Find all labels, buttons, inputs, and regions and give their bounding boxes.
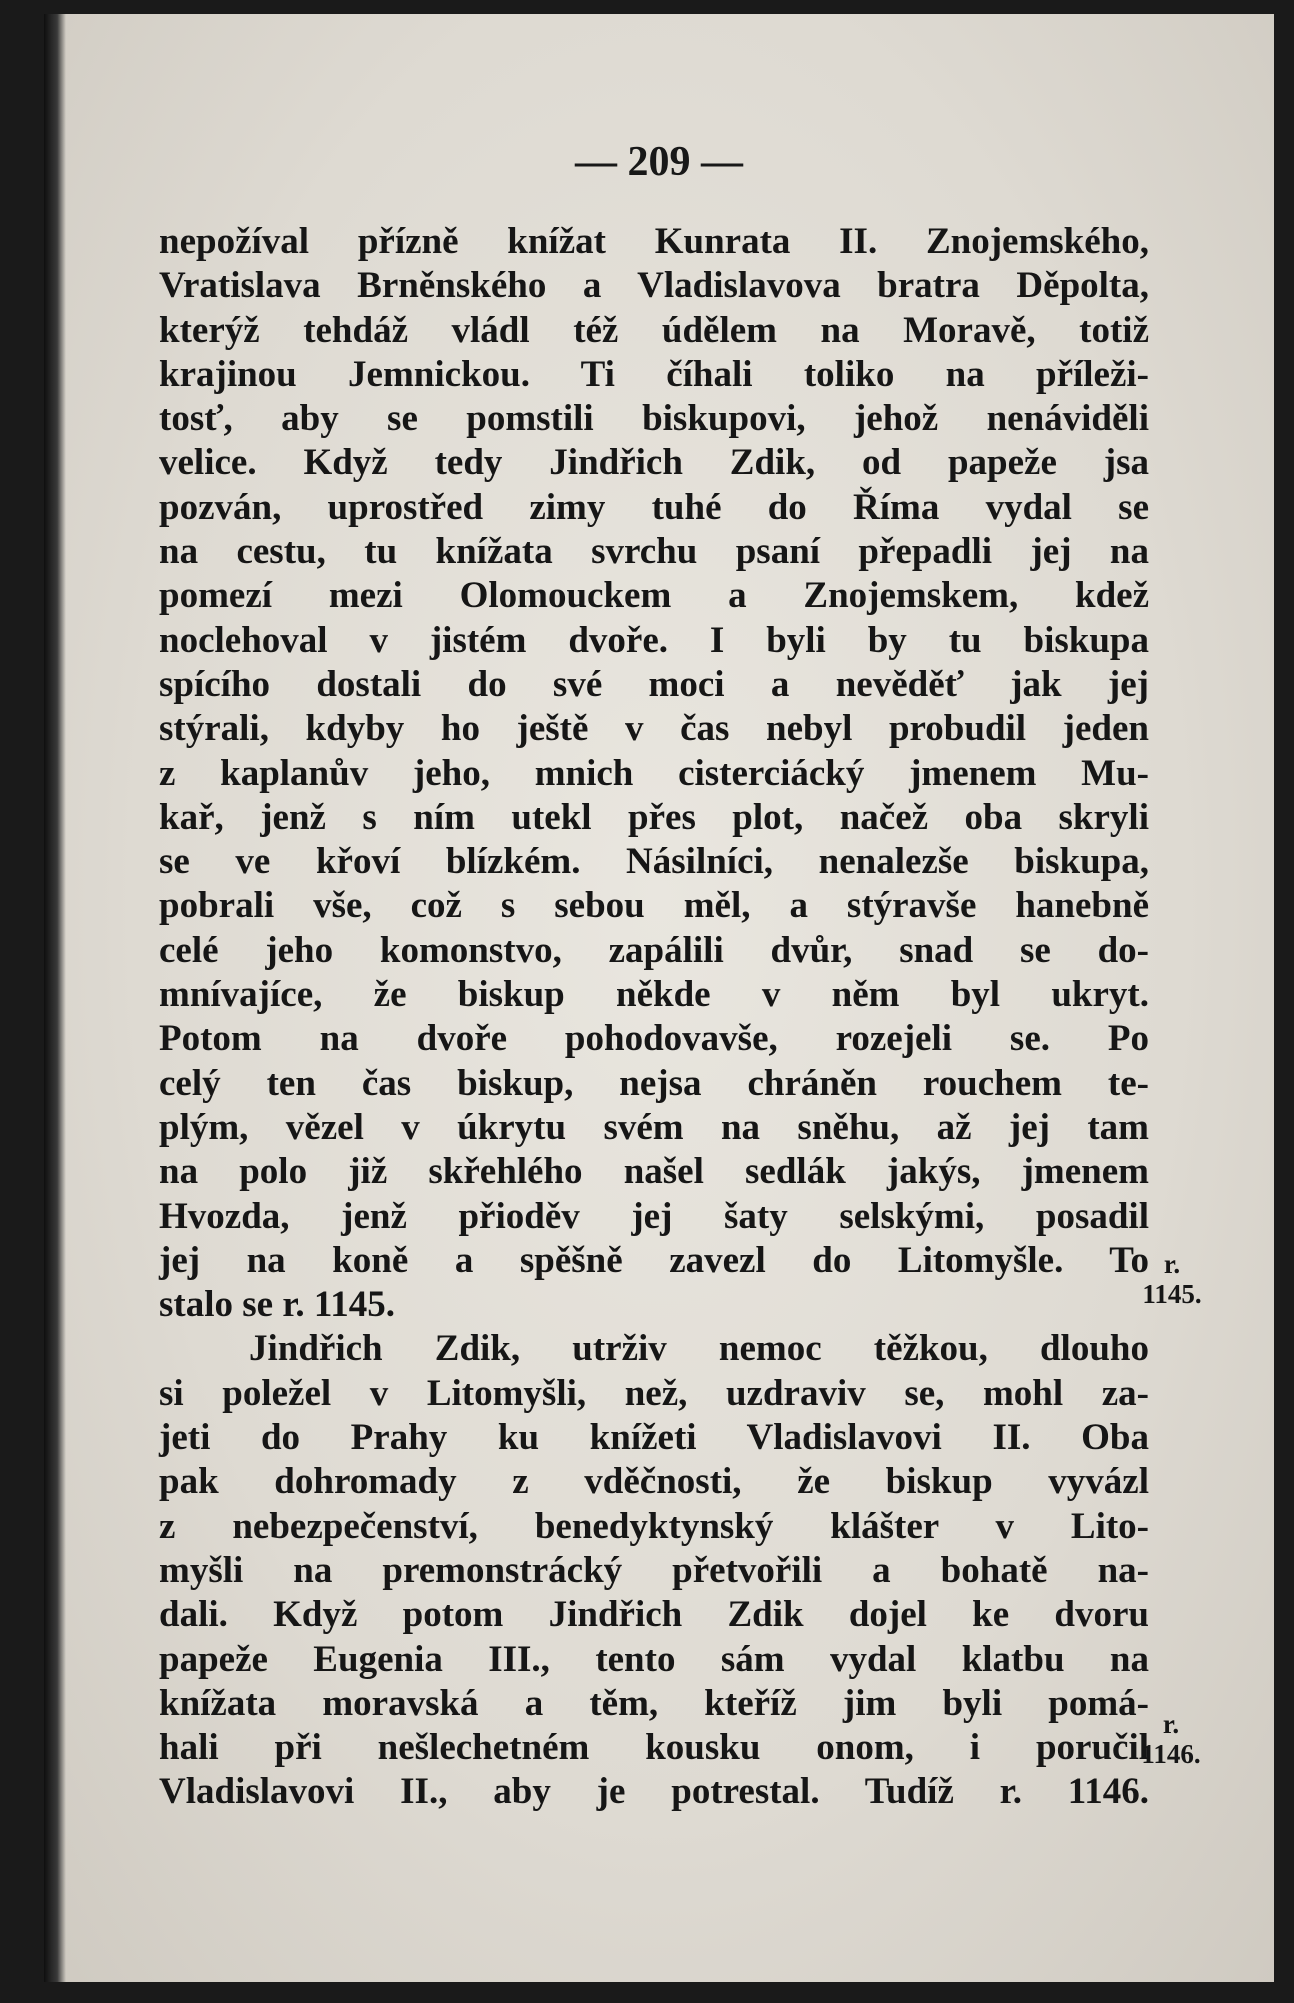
marginal-note-prefix: r. [1163, 1249, 1181, 1279]
text-line: na cestu, tu knížata svrchu psaní přepadli jej na [159, 531, 1149, 573]
text-line: z kaplanův jeho, mnich cisterciácký jmenem Mu- [159, 752, 1149, 794]
text-line: kterýž tehdáž vládl též údělem na Moravě, totiž [159, 309, 1149, 351]
marginal-note-year [1132, 1249, 1212, 1309]
text-line: na polo již skřehlého našel sedlák jakýs, jmenem [159, 1151, 1149, 1193]
text-line: pomezí mezi Olomouckem a Znojemskem, kdež [159, 575, 1149, 617]
text-line: se ve křoví blízkém. Násilníci, nenalezše biskupa, [159, 841, 1149, 883]
text-line: pozván, uprostřed zimy tuhé do Říma vydal se [159, 486, 1149, 528]
text-line: celý ten čas biskup, nejsa chráněn rouchem te- [159, 1062, 1149, 1104]
marginal-note-value: 1146. [1141, 1739, 1201, 1769]
text-line: Hvozda, jenž přioděv jej šaty selskými, posadil [159, 1195, 1149, 1237]
text-line: spícího dostali do své moci a nevěděť jak jej [159, 663, 1149, 705]
book-gutter-shadow [44, 14, 66, 1982]
text-line: dali. Když potom Jindřich Zdik dojel ke dvoru [159, 1594, 1149, 1636]
text-line: jej na koně a spěšně zavezl do Litomyšle. To [159, 1239, 1149, 1281]
paragraph-end-line: stalo se r. 1145. [159, 1284, 396, 1326]
text-line: noclehoval v jistém dvoře. I byli by tu biskupa [159, 619, 1149, 661]
text-line: si poležel v Litomyšli, než, uzdraviv se, mohl za- [159, 1372, 1149, 1414]
text-line: Vladislavovi II., aby je potrestal. Tudíž r. 1146. [159, 1771, 1149, 1813]
body-text [159, 220, 1149, 1815]
text-line: Potom na dvoře pohodovavše, rozejeli se. Po [159, 1018, 1149, 1060]
text-line: stýrali, kdyby ho ještě v čas nebyl probudil jeden [159, 708, 1149, 750]
book-page [44, 14, 1274, 1982]
text-line: hali při nešlechetném kousku onom, i poručil [159, 1727, 1149, 1769]
text-line: knížata moravská a těm, kteříž jim byli pomá- [159, 1682, 1149, 1724]
text-line: jeti do Prahy ku knížeti Vladislavovi II. Oba [159, 1417, 1149, 1459]
text-line: nepožíval přízně knížat Kunrata II. Znojemského, [159, 221, 1149, 262]
paragraph-start-line: Jindřich Zdik, utrživ nemoc těžkou, dlouho [249, 1328, 1149, 1370]
text-line: z nebezpečenství, benedyktynský klášter v Lito- [159, 1505, 1149, 1547]
text-line: plým, vězel v úkrytu svém na sněhu, až jej tam [159, 1106, 1149, 1148]
text-line: pak dohromady z vděčnosti, že biskup vyvázl [159, 1461, 1149, 1503]
page-number: — 209 — [575, 139, 743, 185]
text-line: kař, jenž s ním utekl přes plot, načež oba skryli [159, 796, 1149, 838]
text-line: tosť, aby se pomstili biskupovi, jehož nenáviděli [159, 398, 1149, 440]
text-line: myšli na premonstrácký přetvořili a bohatě na- [159, 1549, 1149, 1591]
text-line: krajinou Jemnickou. Ti číhali toliko na příleži- [159, 353, 1149, 395]
text-line: celé jeho komonstvo, zapálili dvůr, snad se do- [159, 929, 1149, 971]
text-line: papeže Eugenia III., tento sám vydal klatbu na [159, 1638, 1149, 1680]
marginal-note-value: 1145. [1142, 1279, 1202, 1309]
text-line: Vratislava Brněnského a Vladislavova bratra Děpolta, [159, 265, 1149, 307]
marginal-note-prefix: r. [1162, 1709, 1180, 1739]
marginal-note-year [1131, 1709, 1211, 1769]
text-line: pobrali vše, což s sebou měl, a stýravše hanebně [159, 885, 1149, 927]
text-line: velice. Když tedy Jindřich Zdik, od papeže jsa [159, 442, 1149, 484]
text-line: mnívajíce, že biskup někde v něm byl ukryt. [159, 974, 1149, 1016]
